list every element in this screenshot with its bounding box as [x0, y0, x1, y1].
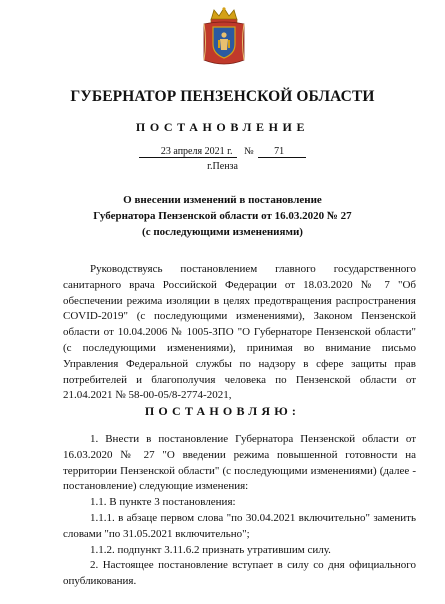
document-number: 71 — [258, 146, 306, 158]
document-subject — [0, 192, 445, 240]
item-1-1: 1.1. В пункте 3 постановления: — [90, 496, 236, 509]
governor-title: ГУБЕРНАТОР ПЕНЗЕНСКОЙ ОБЛАСТИ — [70, 88, 375, 105]
date-number-line — [0, 146, 445, 157]
subject-line-2: Губернатора Пензенской области от 16.03.2020 № 27 — [93, 210, 352, 222]
city: г.Пенза — [207, 161, 238, 172]
number-sign: № — [244, 146, 254, 157]
document-date: 23 апреля 2021 г. — [139, 146, 237, 158]
coat-of-arms-icon — [201, 6, 247, 68]
document-type: ПОСТАНОВЛЕНИЕ — [135, 120, 310, 134]
subject-line-1: О внесении изменений в постановление — [123, 194, 322, 206]
item-1: 1. Внести в постановление Губернатора Пензенской области от 16.03.2020 № 27 "О введении режима повышенной готовности на территории Пензенской области" (с последующими изменениями) (далее - постановление) следующие изменения: — [63, 433, 416, 493]
decree-heading: ПОСТАНОВЛЯЮ: — [144, 404, 301, 418]
item-1-1-1: 1.1.1. в абзаце первом слова "по 30.04.2021 включительно" заменить словами "по 31.05.2021 включительно"; — [63, 511, 416, 540]
preamble-section — [63, 262, 416, 404]
item-2: 2. Настоящее постановление вступает в силу со дня официального опубликования. — [63, 559, 416, 588]
item-1-1-2: 1.1.2. подпункт 3.11.6.2 признать утратившим силу. — [90, 543, 331, 556]
preamble-paragraph: Руководствуясь постановлением главного государственного санитарного врача Российской Федерации от 18.03.2020 № 7 "Об обеспечении режима изоляции в целях предотвращения распространения COVID-2019" (с последующими изменениями), Законом Пензенской области от 10.04.2006 № 1005-ЗПО "О Губернаторе Пензенской области" (с последующими изменениями), принимая во внимание письмо Управления Федеральной службы по надзору в сфере защиты прав потребителей и благополучия человека по Пензенской области от 21.04.2021 № 58-00-05/8-2774-2021, — [63, 263, 416, 402]
decree-items — [63, 432, 416, 590]
subject-line-3: (с последующими изменениями) — [142, 226, 303, 238]
